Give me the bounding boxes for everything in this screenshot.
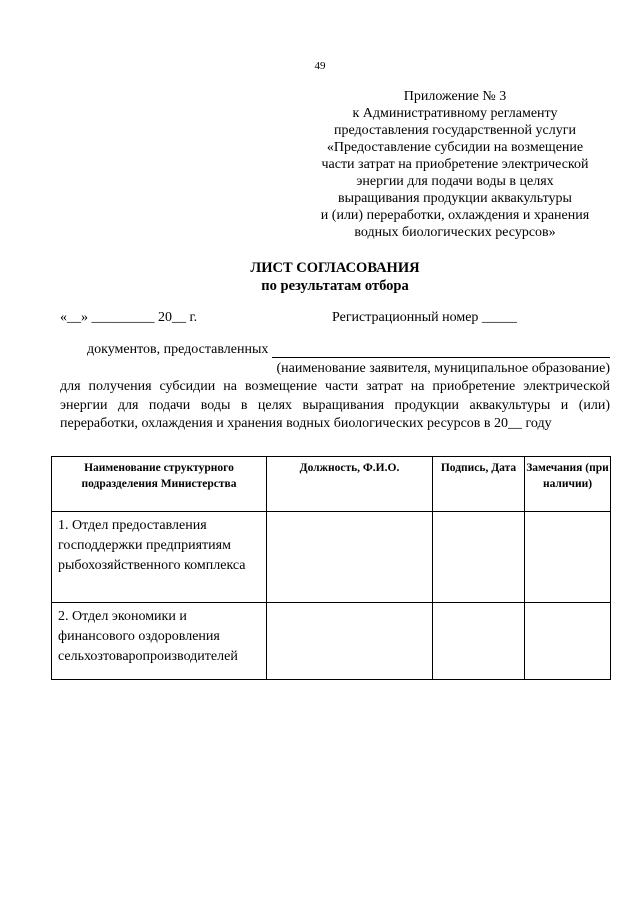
appendix-line: части затрат на приобретение электрической bbox=[321, 157, 589, 172]
date-field: «__» _________ 20__ г. bbox=[60, 310, 198, 325]
table-row bbox=[52, 603, 611, 680]
document-title bbox=[0, 259, 640, 295]
table-row bbox=[52, 512, 611, 603]
header-department: Наименование структурного подразделения Министерства bbox=[52, 457, 267, 512]
header-signature: Подпись, Дата bbox=[433, 457, 525, 512]
documents-label: документов, предоставленных bbox=[87, 342, 269, 357]
approval-table bbox=[51, 456, 611, 680]
appendix-line: выращивания продукции аквакультуры bbox=[338, 191, 572, 206]
purpose-paragraph: для получения субсидии на возмещение части затрат на приобретение электрической энергии для подачи воды в целях выращивания продукции аквакультуры и (или) переработки, охлаждения и хранения водных биологических ресурсов в 20__ году bbox=[60, 379, 610, 431]
position-cell bbox=[267, 603, 433, 680]
appendix-line: водных биологических ресурсов» bbox=[354, 225, 556, 240]
documents-line bbox=[87, 342, 610, 358]
table-header-row bbox=[52, 457, 611, 512]
remarks-cell bbox=[525, 512, 611, 603]
appendix-header bbox=[300, 88, 610, 241]
appendix-line: и (или) переработки, охлаждения и хранения bbox=[320, 208, 590, 223]
document-title-line1: ЛИСТ СОГЛАСОВАНИЯ bbox=[250, 260, 420, 276]
page-number: 49 bbox=[314, 60, 326, 72]
signature-cell bbox=[433, 512, 525, 603]
appendix-line: Приложение № 3 bbox=[403, 89, 507, 104]
position-cell bbox=[267, 512, 433, 603]
document-title-line2: по результатам отбора bbox=[261, 278, 409, 294]
appendix-line: энергии для подачи воды в целях bbox=[356, 174, 554, 189]
registration-number-field: Регистрационный номер _____ bbox=[332, 310, 517, 325]
applicant-blank-line bbox=[272, 344, 610, 358]
applicant-hint: (наименование заявителя, муниципальное образование) bbox=[276, 361, 610, 376]
appendix-line: предоставления государственной услуги bbox=[334, 123, 576, 138]
department-cell: 1. Отдел предоставления господдержки предприятиям рыбохозяйственного комплекса bbox=[52, 512, 267, 603]
department-cell: 2. Отдел экономики и финансового оздоровления сельхозтоваропроизводителей bbox=[52, 603, 267, 680]
remarks-cell bbox=[525, 603, 611, 680]
header-position: Должность, Ф.И.О. bbox=[267, 457, 433, 512]
appendix-line: «Предоставление субсидии на возмещение bbox=[326, 140, 584, 155]
signature-cell bbox=[433, 603, 525, 680]
header-remarks: Замечания (при наличии) bbox=[525, 457, 611, 512]
appendix-line: к Административному регламенту bbox=[352, 106, 558, 121]
